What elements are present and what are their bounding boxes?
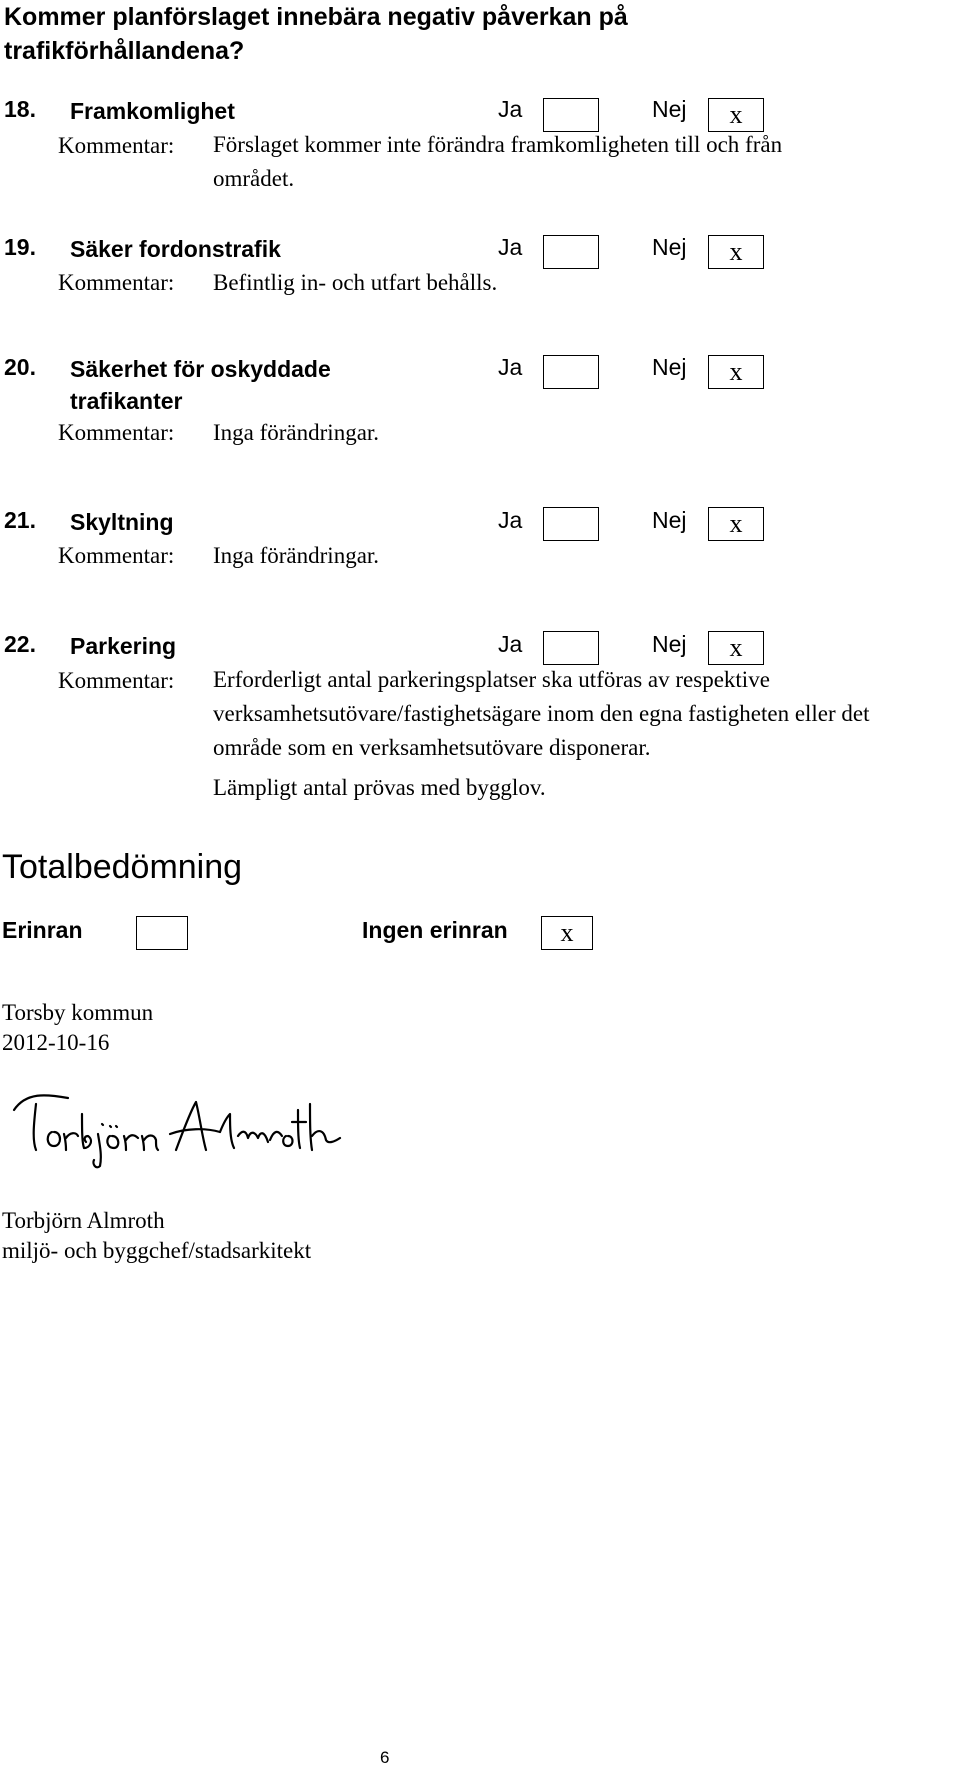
signer-role: miljö- och byggchef/stadsarkitekt <box>2 1238 312 1263</box>
question-title: Säker fordonstrafik <box>70 236 281 262</box>
no-checkbox[interactable]: x <box>708 631 764 665</box>
no-checkbox[interactable]: x <box>708 98 764 132</box>
question-number: 19. <box>4 234 36 260</box>
question-number: 18. <box>4 96 36 122</box>
no-checkbox[interactable]: x <box>708 235 764 269</box>
yes-label: Ja <box>498 354 523 380</box>
question-title: Framkomlighet <box>70 98 235 124</box>
erinran-label: Erinran <box>2 917 83 943</box>
comment-label: Kommentar: <box>58 668 175 693</box>
comment-extra-text: Lämpligt antal prövas med bygglov. <box>213 775 546 800</box>
ingen-erinran-checkbox[interactable]: x <box>541 916 593 950</box>
question-number: 21. <box>4 507 36 533</box>
comment-text: Erforderligt antal parkeringsplatser ska utföras av respektive verksamhetsutövare/fastighetsägare inom den egna fastigheten eller det område som en verksamhetsutövare disponerar. <box>213 667 870 760</box>
comment-label: Kommentar: <box>58 270 175 295</box>
comment-text: Förslaget kommer inte förändra framkomligheten till och från området. <box>213 132 783 191</box>
yes-checkbox[interactable] <box>543 98 599 132</box>
comment-text: Inga förändringar. <box>213 420 380 445</box>
comment-text: Befintlig in- och utfart behålls. <box>213 270 498 295</box>
no-label: Nej <box>652 234 687 260</box>
ingen-erinran-label: Ingen erinran <box>362 917 508 943</box>
yes-label: Ja <box>498 234 523 260</box>
page-heading: Kommer planförslaget innebära negativ påverkan på trafikförhållandena? <box>4 3 628 65</box>
no-checkbox[interactable]: x <box>708 507 764 541</box>
yes-checkbox[interactable] <box>543 355 599 389</box>
yes-checkbox[interactable] <box>543 507 599 541</box>
question-title: Parkering <box>70 633 177 659</box>
erinran-checkbox[interactable] <box>136 916 188 950</box>
no-label: Nej <box>652 96 687 122</box>
yes-label: Ja <box>498 631 523 657</box>
handwritten-signature <box>6 1082 346 1172</box>
no-label: Nej <box>652 507 687 533</box>
page-number: 6 <box>380 1748 390 1767</box>
no-label: Nej <box>652 354 687 380</box>
organization: Torsby kommun <box>2 1000 154 1025</box>
question-title: Säkerhet för oskyddade trafikanter <box>70 356 331 414</box>
no-label: Nej <box>652 631 687 657</box>
question-title: Skyltning <box>70 509 174 535</box>
signer-name: Torbjörn Almroth <box>2 1208 165 1233</box>
comment-label: Kommentar: <box>58 420 175 445</box>
yes-checkbox[interactable] <box>543 631 599 665</box>
yes-label: Ja <box>498 96 523 122</box>
total-title: Totalbedömning <box>2 848 243 886</box>
comment-text: Inga förändringar. <box>213 543 380 568</box>
comment-label: Kommentar: <box>58 543 175 568</box>
question-number: 20. <box>4 354 36 380</box>
yes-checkbox[interactable] <box>543 235 599 269</box>
yes-label: Ja <box>498 507 523 533</box>
date: 2012-10-16 <box>2 1030 110 1055</box>
comment-label: Kommentar: <box>58 133 175 158</box>
no-checkbox[interactable]: x <box>708 355 764 389</box>
question-number: 22. <box>4 631 36 657</box>
